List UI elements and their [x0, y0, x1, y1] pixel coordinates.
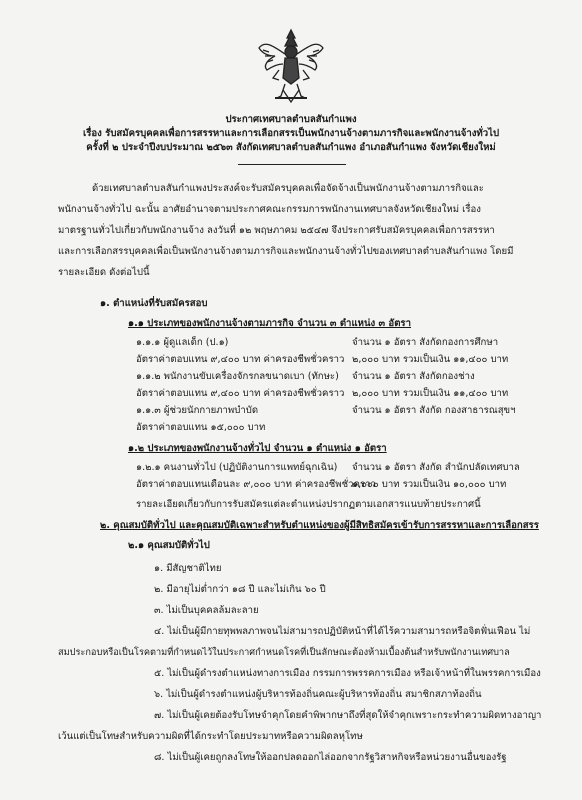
qualification-7-cont: เว้นแต่เป็นโทษสำหรับความผิดที่ได้กระทำโดยประมาทหรือความผิดลหุโทษ: [58, 731, 363, 742]
announcement-round: ครั้งที่ ๒ ประจำปีงบประมาณ ๒๕๖๓ สังกัดเทศบาลตำบลสันกำแพง อำเภอสันกำแพง จังหวัดเชียงใหม่: [86, 142, 496, 153]
position-1-1-2: ๑.๑.๒ พนักงานขับเครื่องจักรกลขนาดเบา (ทักษะ): [136, 371, 339, 382]
qualification-3: ๓. ไม่เป็นบุคคลล้มละลาย: [154, 605, 259, 616]
intro-line-3: มาตรฐานทั่วไปเกี่ยวกับพนักงานจ้าง ลงวันที่ ๑๒ พฤษภาคม ๒๕๔๗ จึงประกาศรับสมัครบุคคลเพื่อการสรรหา: [58, 225, 495, 236]
section-1-2-heading: ๑.๒ ประเภทของพนักงานจ้างทั่วไป จำนวน ๑ ตำแหน่ง ๑ อัตรา: [128, 443, 387, 454]
pay-1-2-1: อัตราค่าตอบแทนเดือนละ ๙,๐๐๐ บาท ค่าครองชีพชั่วคราว: [136, 479, 376, 490]
position-1-2-1: ๑.๒.๑ คนงานทั่วไป (ปฏิบัติงานการแพทย์ฉุกเฉิน): [136, 462, 338, 473]
qualification-6: ๖. ไม่เป็นผู้ดำรงตำแหน่งผู้บริหารท้องถิ่นคณะผู้บริหารท้องถิ่น สมาชิกสภาท้องถิ่น: [154, 689, 482, 700]
qualification-1: ๑. มีสัญชาติไทย: [154, 563, 222, 574]
pay-1-1-1-total: ๒,๐๐๐ บาท รวมเป็นเงิน ๑๑,๔๐๐ บาท: [352, 354, 509, 365]
position-1-2-1-detail: จำนวน ๑ อัตรา สังกัด สำนักปลัดเทศบาล: [352, 462, 520, 473]
attachment-note: รายละเอียดเกี่ยวกับการรับสมัครแต่ละตำแหน่งปรากฏตามเอกสารแนบท้ายประกาศนี้: [136, 499, 481, 510]
garuda-emblem-icon: [255, 26, 327, 104]
position-1-1-2-detail: จำนวน ๑ อัตรา สังกัดกองช่าง: [352, 371, 475, 382]
qualification-7: ๗. ไม่เป็นผู้เคยต้องรับโทษจำคุกโดยคำพิพากษาถึงที่สุดให้จำคุกเพราะกระทำความผิดทางอาญา: [154, 710, 542, 721]
title-divider: [238, 164, 346, 165]
intro-line-1: ด้วยเทศบาลตำบลสันกำแพงประสงค์จะรับสมัครบุคคลเพื่อจัดจ้างเป็นพนักงานจ้างตามภารกิจและ: [92, 183, 484, 194]
qualification-5: ๕. ไม่เป็นผู้ดำรงตำแหน่งทางการเมือง กรรมการพรรคการเมือง หรือเจ้าหน้าที่ในพรรคการเมือง: [154, 668, 541, 679]
pay-1-1-1: อัตราค่าตอบแทน ๙,๔๐๐ บาท ค่าครองชีพชั่วคราว: [136, 354, 345, 365]
announcement-title: ประกาศเทศบาลตำบลสันกำแพง: [225, 114, 357, 125]
section-2-heading: ๒. คุณสมบัติทั่วไป และคุณสมบัติเฉพาะสำหรับตำแหน่งของผู้มีสิทธิสมัครเข้ารับการสรรหาและการเลือกสรร: [100, 520, 539, 531]
section-1-1-heading: ๑.๑ ประเภทของพนักงานจ้างตามภารกิจ จำนวน ๓ ตำแหน่ง ๓ อัตรา: [128, 318, 411, 329]
qualification-8: ๘. ไม่เป็นผู้เคยถูกลงโทษให้ออกปลดออกไล่ออกจากรัฐวิสาหกิจหรือหน่วยงานอื่นของรัฐ: [154, 752, 507, 763]
pay-1-2-1-total: ๑,๐๐๐ บาท รวมเป็นเงิน ๑๐,๐๐๐ บาท: [352, 479, 507, 490]
intro-line-5: รายละเอียด ดังต่อไปนี้: [58, 267, 150, 278]
announcement-subject: เรื่อง รับสมัครบุคคลเพื่อการสรรหาและการเลือกสรรเป็นพนักงานจ้างตามภารกิจและพนักงานจ้างทั่วไป: [82, 128, 500, 139]
intro-line-2: พนักงานจ้างทั่วไป ฉะนั้น อาศัยอำนาจตามประกาศคณะกรรมการพนักงานเทศบาลจังหวัดเชียงใหม่ เรื่อง: [58, 204, 481, 215]
position-1-1-1: ๑.๑.๑ ผู้ดูแลเด็ก (ป.๑): [136, 337, 229, 348]
pay-1-1-2-total: ๒,๐๐๐ บาท รวมเป็นเงิน ๑๑,๔๐๐ บาท: [352, 388, 509, 399]
section-1-heading: ๑. ตำแหน่งที่รับสมัครสอบ: [100, 298, 208, 309]
pay-1-1-2: อัตราค่าตอบแทน ๙,๔๐๐ บาท ค่าครองชีพชั่วคราว: [136, 388, 345, 399]
position-1-1-3: ๑.๑.๓ ผู้ช่วยนักกายภาพบำบัด: [136, 405, 259, 416]
pay-1-1-3: อัตราค่าตอบแทน ๑๕,๐๐๐ บาท: [136, 422, 266, 433]
qualification-4-cont: สมประกอบหรือเป็นโรคตามที่กำหนดไว้ในประกาศกำหนดโรคที่เป็นลักษณะต้องห้ามเบื้องต้นสำหรับพนักงานเทศบาล: [58, 647, 510, 658]
qualification-2: ๒. มีอายุไม่ต่ำกว่า ๑๘ ปี และไม่เกิน ๖๐ ปี: [154, 584, 326, 595]
intro-line-4: และการเลือกสรรบุคคลเพื่อเป็นพนักงานจ้างตามภารกิจและพนักงานจ้างทั่วไปของเทศบาลตำบลสันกำแพง โดยมี: [58, 246, 514, 257]
position-1-1-1-detail: จำนวน ๑ อัตรา สังกัดกองการศึกษา: [352, 337, 499, 348]
section-2-1-heading: ๒.๑ คุณสมบัติทั่วไป: [128, 540, 210, 551]
qualification-4: ๔. ไม่เป็นผู้มีกายทุพพลภาพจนไม่สามารถปฏิบัติหน้าที่ได้ไร้ความสามารถหรือจิตฟั่นเฟือน ไม่: [154, 626, 531, 637]
position-1-1-3-detail: จำนวน ๑ อัตรา สังกัด กองสาธารณสุขฯ: [352, 405, 516, 416]
